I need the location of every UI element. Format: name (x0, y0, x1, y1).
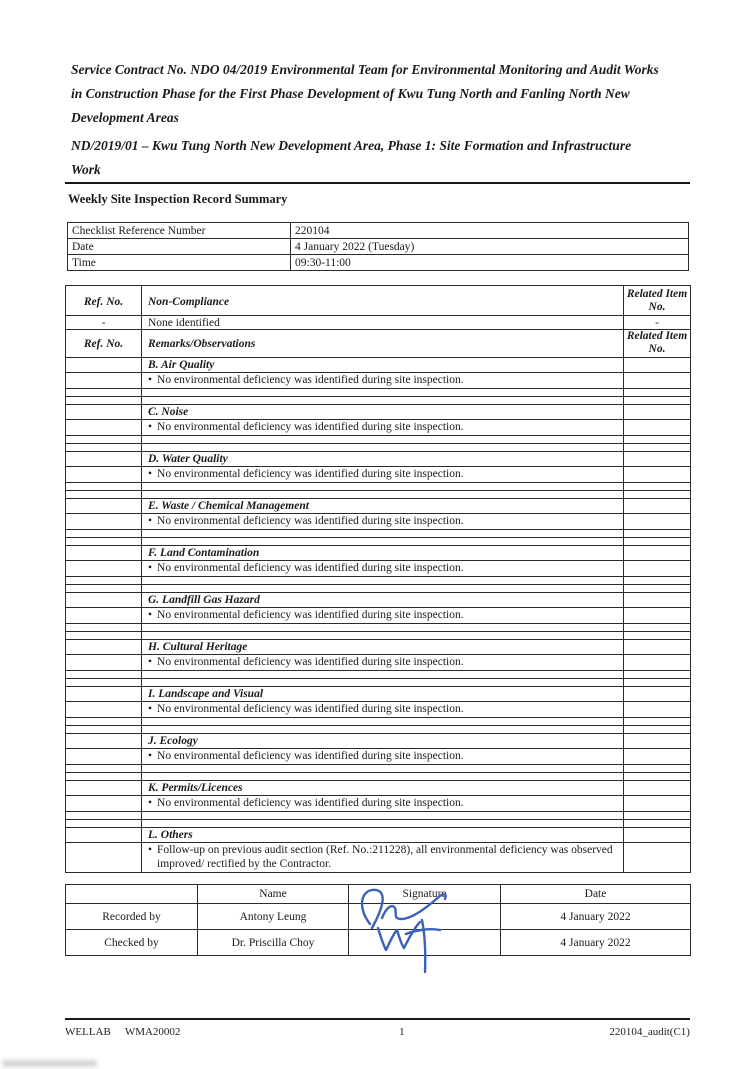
noncompliance-value: None identified (142, 316, 624, 330)
ref-no-cell (66, 373, 142, 389)
spacer-cell (142, 585, 624, 593)
spacer-cell (624, 820, 691, 828)
spacer-cell (66, 436, 142, 444)
spacer-cell (142, 624, 624, 632)
ref-no-header: Ref. No. (66, 286, 142, 316)
related-cell (624, 546, 691, 561)
section-title-row (66, 452, 691, 467)
spacer-cell (142, 820, 624, 828)
remarks-header: Remarks/Observations (142, 330, 624, 358)
bullet-row (66, 655, 691, 671)
spacer-cell (142, 765, 624, 773)
ref-no-cell (66, 467, 142, 483)
signoff-table (65, 884, 691, 956)
spacer-cell (624, 585, 691, 593)
spacer-cell (142, 632, 624, 640)
section-title: H. Cultural Heritage (142, 640, 624, 655)
scan-artifact (2, 1060, 97, 1067)
contract-title: Service Contract No. NDO 04/2019 Environmental Team for Environmental Monitoring and Audit Works in Construction Phase for the First Phase Development of Kwu Tung North and Fanling North New Development Areas (71, 62, 659, 125)
ref-no-cell (66, 593, 142, 608)
bullet-item (148, 468, 619, 482)
bullet-row (66, 702, 691, 718)
related-cell (624, 358, 691, 373)
spacer-row (66, 389, 691, 397)
spacer-cell (624, 436, 691, 444)
spacer-cell (624, 389, 691, 397)
related-cell (624, 514, 691, 530)
spacer-cell (66, 718, 142, 726)
spacer-row (66, 577, 691, 585)
spacer-cell (66, 624, 142, 632)
related-cell (624, 734, 691, 749)
section-title-row (66, 358, 691, 373)
signoff-signature-cell (349, 904, 501, 930)
signoff-date: 4 January 2022 (501, 930, 691, 956)
bullet-item (148, 562, 619, 576)
section-title: F. Land Contamination (142, 546, 624, 561)
bullet-cell (142, 514, 624, 530)
bullet-item (148, 515, 619, 529)
spacer-cell (66, 577, 142, 585)
section-title: D. Water Quality (142, 452, 624, 467)
related-cell (624, 687, 691, 702)
ref-no-cell (66, 608, 142, 624)
spacer-cell (66, 773, 142, 781)
spacer-cell (142, 726, 624, 734)
info-row (68, 255, 689, 271)
spacer-cell (624, 812, 691, 820)
related-cell (624, 702, 691, 718)
info-label: Checklist Reference Number (68, 223, 291, 239)
section-title-row (66, 687, 691, 702)
signoff-role: Recorded by (66, 904, 198, 930)
info-label: Date (68, 239, 291, 255)
spacer-cell (624, 397, 691, 405)
bullet-icon: • (148, 749, 153, 762)
bullet-row (66, 373, 691, 389)
related-cell (624, 640, 691, 655)
spacer-row (66, 726, 691, 734)
bullet-cell (142, 561, 624, 577)
bullet-row (66, 514, 691, 530)
signoff-signature-cell (349, 930, 501, 956)
bullet-cell (142, 843, 624, 873)
bullet-item (148, 797, 619, 811)
ref-no-cell (66, 796, 142, 812)
bullet-item (148, 421, 619, 435)
bullet-icon: • (148, 467, 153, 480)
related-item-header: Related Item No. (624, 286, 691, 316)
footer-left (65, 1026, 194, 1038)
ref-no-cell (66, 843, 142, 873)
related-cell (624, 749, 691, 765)
bullet-item (148, 750, 619, 764)
related-cell (624, 781, 691, 796)
spacer-row (66, 436, 691, 444)
spacer-row (66, 773, 691, 781)
section-title-row (66, 828, 691, 843)
info-value: 220104 (291, 223, 689, 239)
ref-no-cell (66, 702, 142, 718)
related-cell (624, 796, 691, 812)
ref-no-cell (66, 452, 142, 467)
bullet-item (148, 656, 619, 670)
info-table (67, 222, 689, 271)
bullet-cell (142, 608, 624, 624)
bullet-text: No environmental deficiency was identified during site inspection. (157, 561, 464, 574)
ref-no-cell (66, 734, 142, 749)
spacer-row (66, 632, 691, 640)
section-title-row (66, 405, 691, 420)
spacer-cell (624, 765, 691, 773)
bullet-icon: • (148, 420, 153, 433)
name-header: Name (198, 885, 349, 904)
spacer-cell (142, 491, 624, 499)
signature-header: Signature (349, 885, 501, 904)
related-item-header: Related Item No. (624, 330, 691, 358)
bullet-icon: • (148, 844, 153, 856)
ref-no-cell (66, 655, 142, 671)
bullet-row (66, 796, 691, 812)
signoff-header-row (66, 885, 691, 904)
related-cell (624, 499, 691, 514)
bullet-row (66, 420, 691, 436)
bullet-text: No environmental deficiency was identified during site inspection. (157, 420, 464, 433)
bullet-row (66, 843, 691, 873)
signoff-name: Dr. Priscilla Choy (198, 930, 349, 956)
spacer-cell (66, 632, 142, 640)
spacer-cell (624, 671, 691, 679)
spacer-cell (624, 726, 691, 734)
spacer-cell (142, 538, 624, 546)
spacer-row (66, 812, 691, 820)
spacer-cell (624, 718, 691, 726)
bullet-cell (142, 420, 624, 436)
ref-no-cell (66, 499, 142, 514)
spacer-row (66, 679, 691, 687)
related-cell (624, 467, 691, 483)
section-title: I. Landscape and Visual (142, 687, 624, 702)
related-item-value: - (624, 316, 691, 330)
section-title: L. Others (142, 828, 624, 843)
spacer-cell (142, 812, 624, 820)
page-title: Weekly Site Inspection Record Summary (68, 192, 288, 206)
spacer-cell (624, 624, 691, 632)
spacer-cell (66, 726, 142, 734)
bullet-text: Follow-up on previous audit section (Ref. No.:211228), all environmental deficiency was observed improved/ rectified by the Contractor. (157, 844, 613, 870)
spacer-row (66, 624, 691, 632)
section-title-row (66, 640, 691, 655)
footer-code: WMA20002 (124, 1026, 181, 1038)
signoff-role: Checked by (66, 930, 198, 956)
spacer-row (66, 397, 691, 405)
section-title-row (66, 734, 691, 749)
inspection-table (65, 285, 691, 873)
noncompliance-header: Non-Compliance (142, 286, 624, 316)
spacer-cell (66, 765, 142, 773)
related-cell (624, 420, 691, 436)
ref-no-cell (66, 561, 142, 577)
ref-no-cell (66, 749, 142, 765)
spacer-cell (142, 679, 624, 687)
related-cell (624, 373, 691, 389)
spacer-cell (142, 483, 624, 491)
bullet-row (66, 749, 691, 765)
bullet-text: No environmental deficiency was identified during site inspection. (157, 796, 464, 809)
remarks-header-row (66, 330, 691, 358)
date-header: Date (501, 885, 691, 904)
spacer-cell (66, 679, 142, 687)
spacer-cell (142, 397, 624, 405)
info-label: Time (68, 255, 291, 271)
signoff-row (66, 930, 691, 956)
spacer-cell (624, 632, 691, 640)
info-row (68, 239, 689, 255)
section-title: G. Landfill Gas Hazard (142, 593, 624, 608)
spacer-cell (624, 538, 691, 546)
spacer-row (66, 444, 691, 452)
bullet-cell (142, 702, 624, 718)
bullet-cell (142, 796, 624, 812)
bullet-text: No environmental deficiency was identified during site inspection. (157, 608, 464, 621)
bullet-text: No environmental deficiency was identified during site inspection. (157, 373, 464, 386)
spacer-cell (624, 577, 691, 585)
signoff-date: 4 January 2022 (501, 904, 691, 930)
info-value: 4 January 2022 (Tuesday) (291, 239, 689, 255)
spacer-row (66, 491, 691, 499)
spacer-cell (624, 491, 691, 499)
related-cell (624, 608, 691, 624)
info-value: 09:30-11:00 (291, 255, 689, 271)
spacer-cell (142, 436, 624, 444)
bullet-text: No environmental deficiency was identified during site inspection. (157, 514, 464, 527)
ref-no-cell (66, 687, 142, 702)
bullet-item (148, 703, 619, 717)
ref-no-cell (66, 358, 142, 373)
spacer-row (66, 718, 691, 726)
spacer-row (66, 765, 691, 773)
ref-no-cell (66, 405, 142, 420)
bullet-item (148, 609, 619, 623)
spacer-cell (142, 718, 624, 726)
ref-no-cell (66, 828, 142, 843)
footer-org: WELLAB (65, 1026, 111, 1038)
ref-no-cell (66, 546, 142, 561)
bullet-text: No environmental deficiency was identified during site inspection. (157, 702, 464, 715)
section-title: B. Air Quality (142, 358, 624, 373)
bullet-icon: • (148, 561, 153, 574)
section-title: J. Ecology (142, 734, 624, 749)
ref-no-header: Ref. No. (66, 330, 142, 358)
spacer-cell (66, 812, 142, 820)
section-title: K. Permits/Licences (142, 781, 624, 796)
related-cell (624, 593, 691, 608)
ref-no-cell (66, 781, 142, 796)
ref-no-cell (66, 420, 142, 436)
spacer-cell (142, 773, 624, 781)
section-title-row (66, 499, 691, 514)
signoff-blank-header (66, 885, 198, 904)
noncompliance-header-row (66, 286, 691, 316)
spacer-cell (66, 538, 142, 546)
bullet-cell (142, 467, 624, 483)
ref-no-cell (66, 640, 142, 655)
spacer-cell (624, 444, 691, 452)
spacer-cell (142, 530, 624, 538)
spacer-cell (142, 389, 624, 397)
bullet-text: No environmental deficiency was identified during site inspection. (157, 467, 464, 480)
spacer-cell (66, 491, 142, 499)
spacer-row (66, 530, 691, 538)
bullet-icon: • (148, 514, 153, 527)
footer-ref: 220104_audit(C1) (609, 1026, 690, 1038)
bullet-cell (142, 373, 624, 389)
spacer-row (66, 671, 691, 679)
spacer-cell (66, 397, 142, 405)
spacer-cell (66, 585, 142, 593)
spacer-cell (66, 671, 142, 679)
section-title: E. Waste / Chemical Management (142, 499, 624, 514)
spacer-row (66, 585, 691, 593)
section-title-row (66, 593, 691, 608)
spacer-cell (66, 483, 142, 491)
related-cell (624, 405, 691, 420)
related-cell (624, 655, 691, 671)
spacer-cell (66, 530, 142, 538)
spacer-cell (142, 671, 624, 679)
related-cell (624, 843, 691, 873)
signoff-name: Antony Leung (198, 904, 349, 930)
signoff-section (65, 884, 690, 956)
spacer-cell (624, 773, 691, 781)
info-row (68, 223, 689, 239)
section-title: C. Noise (142, 405, 624, 420)
spacer-cell (624, 679, 691, 687)
section-title-row (66, 546, 691, 561)
bullet-row (66, 467, 691, 483)
section-title-row (66, 781, 691, 796)
bullet-icon: • (148, 655, 153, 668)
footer-page-number: 1 (399, 1026, 405, 1038)
spacer-row (66, 820, 691, 828)
related-cell (624, 452, 691, 467)
ref-no-value: - (66, 316, 142, 330)
footer-divider (65, 1018, 690, 1020)
project-title: ND/2019/01 – Kwu Tung North New Development Area, Phase 1: Site Formation and Infrastructure Work (71, 138, 632, 177)
bullet-cell (142, 749, 624, 765)
spacer-cell (66, 389, 142, 397)
spacer-cell (624, 483, 691, 491)
spacer-row (66, 538, 691, 546)
bullet-icon: • (148, 373, 153, 386)
bullet-icon: • (148, 796, 153, 809)
spacer-cell (142, 577, 624, 585)
bullet-row (66, 561, 691, 577)
bullet-text: No environmental deficiency was identified during site inspection. (157, 655, 464, 668)
spacer-cell (66, 820, 142, 828)
bullet-cell (142, 655, 624, 671)
spacer-cell (142, 444, 624, 452)
noncompliance-row (66, 316, 691, 330)
header-divider (65, 182, 690, 184)
bullet-icon: • (148, 608, 153, 621)
bullet-text: No environmental deficiency was identified during site inspection. (157, 749, 464, 762)
related-cell (624, 828, 691, 843)
ref-no-cell (66, 514, 142, 530)
footer (65, 1026, 690, 1038)
spacer-row (66, 483, 691, 491)
spacer-cell (624, 530, 691, 538)
bullet-row (66, 608, 691, 624)
related-cell (624, 561, 691, 577)
bullet-item (148, 374, 619, 388)
signoff-row (66, 904, 691, 930)
bullet-item (148, 844, 619, 871)
spacer-cell (66, 444, 142, 452)
bullet-icon: • (148, 702, 153, 715)
